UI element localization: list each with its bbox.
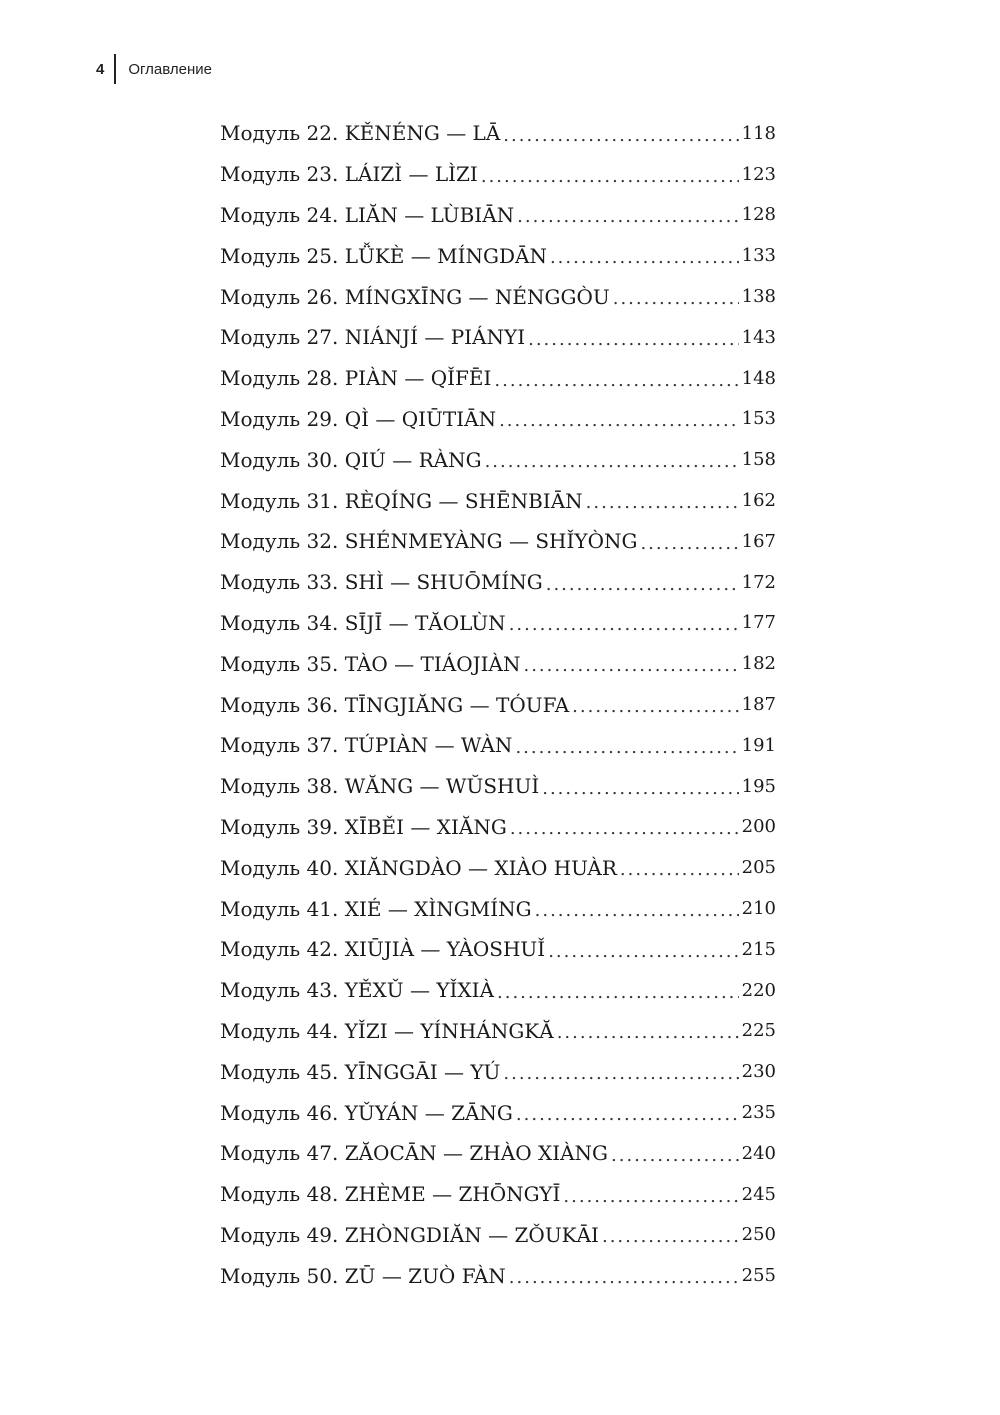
toc-entry-title: Модуль 36. TĪNGJIĂNG — TÓUFA — [220, 692, 570, 717]
toc-entry[interactable] — [220, 643, 776, 684]
toc-entry-page-number: 162 — [741, 490, 776, 512]
toc-entry-page-number: 195 — [741, 775, 776, 797]
dot-leader — [586, 492, 739, 513]
toc-entry-title: Модуль 30. QIÚ — RÀNG — [220, 447, 482, 472]
toc-entry[interactable] — [220, 1215, 776, 1256]
toc-entry[interactable] — [220, 439, 776, 480]
toc-entry-title: Модуль 42. XIŪJIÀ — YÀOSHUǏ — [220, 937, 546, 962]
toc-entry[interactable] — [220, 888, 776, 929]
toc-entry[interactable] — [220, 480, 776, 521]
table-of-contents — [220, 113, 776, 1296]
toc-entry-page-number: 138 — [741, 286, 776, 308]
toc-entry-page-number: 177 — [741, 612, 776, 634]
toc-entry-page-number: 205 — [741, 857, 776, 879]
toc-entry-page-number: 143 — [741, 326, 776, 348]
toc-entry-page-number: 215 — [741, 938, 776, 960]
toc-entry[interactable] — [220, 113, 776, 154]
dot-leader — [528, 329, 739, 350]
toc-entry-title: Модуль 32. SHÉNMEYÀNG — SHǏYÒNG — [220, 529, 638, 554]
toc-entry[interactable] — [220, 358, 776, 399]
toc-entry-page-number: 172 — [741, 571, 776, 593]
toc-entry-title: Модуль 38. WĂNG — WŬSHUÌ — [220, 774, 540, 799]
toc-entry-title: Модуль 26. MÍNGXĪNG — NÉNGGÒU — [220, 284, 610, 309]
toc-entry[interactable] — [220, 562, 776, 603]
toc-entry-title: Модуль 44. YǏZI — YÍNHÁNGKĂ — [220, 1018, 554, 1043]
toc-entry-title: Модуль 45. YĪNGGĀI — YÚ — [220, 1059, 501, 1084]
toc-entry-page-number: 250 — [741, 1224, 776, 1246]
toc-entry-title: Модуль 24. LIĂN — LÙBIĀN — [220, 202, 515, 227]
dot-leader — [509, 614, 739, 635]
toc-entry[interactable] — [220, 195, 776, 236]
toc-entry-title: Модуль 35. TÀO — TIÁOJIÀN — [220, 651, 521, 676]
toc-entry[interactable] — [220, 603, 776, 644]
toc-entry[interactable] — [220, 970, 776, 1011]
toc-entry-page-number: 240 — [741, 1142, 776, 1164]
toc-entry[interactable] — [220, 1051, 776, 1092]
toc-entry-page-number: 167 — [741, 530, 776, 552]
toc-entry[interactable] — [220, 807, 776, 848]
toc-entry-title: Модуль 22. KĚNÉNG — LĀ — [220, 121, 501, 146]
toc-entry[interactable] — [220, 766, 776, 807]
toc-entry-title: Модуль 46. YǓYÁN — ZĀNG — [220, 1100, 513, 1125]
toc-entry-page-number: 210 — [741, 898, 776, 920]
toc-entry-title: Модуль 40. XIĂNGDÀO — XIÀO HUÀR — [220, 855, 617, 880]
toc-entry-title: Модуль 48. ZHÈME — ZHŌNGYĪ — [220, 1182, 561, 1207]
toc-entry-title: Модуль 31. RÈQÍNG — SHĒNBIĀN — [220, 488, 583, 513]
running-head — [96, 54, 212, 84]
toc-entry[interactable] — [220, 1092, 776, 1133]
dot-leader — [613, 288, 739, 309]
dot-leader — [509, 1267, 739, 1288]
section-title: Оглавление — [128, 60, 212, 78]
dot-leader — [542, 778, 738, 799]
toc-entry-page-number: 191 — [741, 734, 776, 756]
toc-entry[interactable] — [220, 1133, 776, 1174]
toc-entry-page-number: 118 — [741, 122, 776, 144]
dot-leader — [481, 166, 739, 187]
dot-leader — [550, 247, 739, 268]
toc-entry-title: Модуль 34. SĪJĪ — TĂOLÙN — [220, 610, 506, 635]
dot-leader — [535, 900, 739, 921]
toc-entry-title: Модуль 50. ZŪ — ZUÒ FÀN — [220, 1263, 506, 1288]
toc-entry[interactable] — [220, 725, 776, 766]
toc-entry[interactable] — [220, 1011, 776, 1052]
toc-entry[interactable] — [220, 235, 776, 276]
toc-entry-title: Модуль 47. ZĂOCĀN — ZHÀO XIÀNG — [220, 1141, 609, 1166]
dot-leader — [572, 696, 738, 717]
toc-entry-page-number: 123 — [741, 163, 776, 185]
dot-leader — [602, 1226, 739, 1247]
toc-entry[interactable] — [220, 684, 776, 725]
toc-entry-title: Модуль 29. QÌ — QIŪTIĀN — [220, 406, 497, 431]
dot-leader — [516, 1104, 739, 1125]
dot-leader — [515, 737, 738, 758]
toc-entry-page-number: 133 — [741, 245, 776, 267]
header-divider — [114, 54, 116, 84]
toc-entry[interactable] — [220, 276, 776, 317]
dot-leader — [557, 1022, 739, 1043]
dot-leader — [503, 125, 738, 146]
dot-leader — [611, 1145, 739, 1166]
toc-entry-page-number: 235 — [741, 1102, 776, 1124]
toc-entry-page-number: 182 — [741, 653, 776, 675]
dot-leader — [517, 206, 739, 227]
toc-entry[interactable] — [220, 521, 776, 562]
toc-entry[interactable] — [220, 154, 776, 195]
dot-leader — [510, 818, 739, 839]
toc-entry-title: Модуль 28. PIÀN — QǏFĒI — [220, 366, 492, 391]
toc-entry-title: Модуль 33. SHÌ — SHUŌMÍNG — [220, 570, 543, 595]
dot-leader — [548, 941, 738, 962]
toc-entry-title: Модуль 25. LǙKÈ — MÍNGDĀN — [220, 243, 547, 268]
dot-leader — [563, 1186, 738, 1207]
toc-entry-page-number: 128 — [741, 204, 776, 226]
toc-entry-page-number: 153 — [741, 408, 776, 430]
toc-entry[interactable] — [220, 317, 776, 358]
dot-leader — [499, 410, 739, 431]
toc-entry[interactable] — [220, 1255, 776, 1296]
toc-entry-page-number: 255 — [741, 1265, 776, 1287]
page-number: 4 — [96, 60, 105, 78]
toc-entry-title: Модуль 41. XIÉ — XÌNGMÍNG — [220, 896, 532, 921]
toc-entry-title: Модуль 23. LÁIZÌ — LÌZI — [220, 162, 478, 187]
toc-entry-page-number: 230 — [741, 1061, 776, 1083]
dot-leader — [640, 533, 738, 554]
toc-entry-page-number: 148 — [741, 367, 776, 389]
toc-entry-title: Модуль 43. YĚXǓ — YǏXIÀ — [220, 978, 495, 1003]
dot-leader — [620, 859, 739, 880]
toc-entry-page-number: 158 — [741, 449, 776, 471]
toc-entry[interactable] — [220, 1174, 776, 1215]
toc-entry-page-number: 220 — [741, 979, 776, 1001]
toc-entry-page-number: 225 — [741, 1020, 776, 1042]
toc-entry[interactable] — [220, 847, 776, 888]
dot-leader — [497, 982, 739, 1003]
toc-entry-page-number: 200 — [741, 816, 776, 838]
toc-entry-title: Модуль 27. NIÁNJÍ — PIÁNYI — [220, 325, 526, 350]
dot-leader — [485, 451, 739, 472]
toc-entry-page-number: 187 — [741, 694, 776, 716]
toc-entry[interactable] — [220, 399, 776, 440]
toc-entry-title: Модуль 39. XĪBĚI — XIĂNG — [220, 814, 507, 839]
toc-entry-page-number: 245 — [741, 1183, 776, 1205]
dot-leader — [503, 1063, 738, 1084]
dot-leader — [546, 574, 739, 595]
dot-leader — [494, 370, 738, 391]
dot-leader — [523, 655, 738, 676]
toc-entry-title: Модуль 37. TÚPIÀN — WÀN — [220, 733, 513, 758]
toc-entry[interactable] — [220, 929, 776, 970]
toc-entry-title: Модуль 49. ZHÒNGDIĂN — ZǑUKĀI — [220, 1222, 599, 1247]
